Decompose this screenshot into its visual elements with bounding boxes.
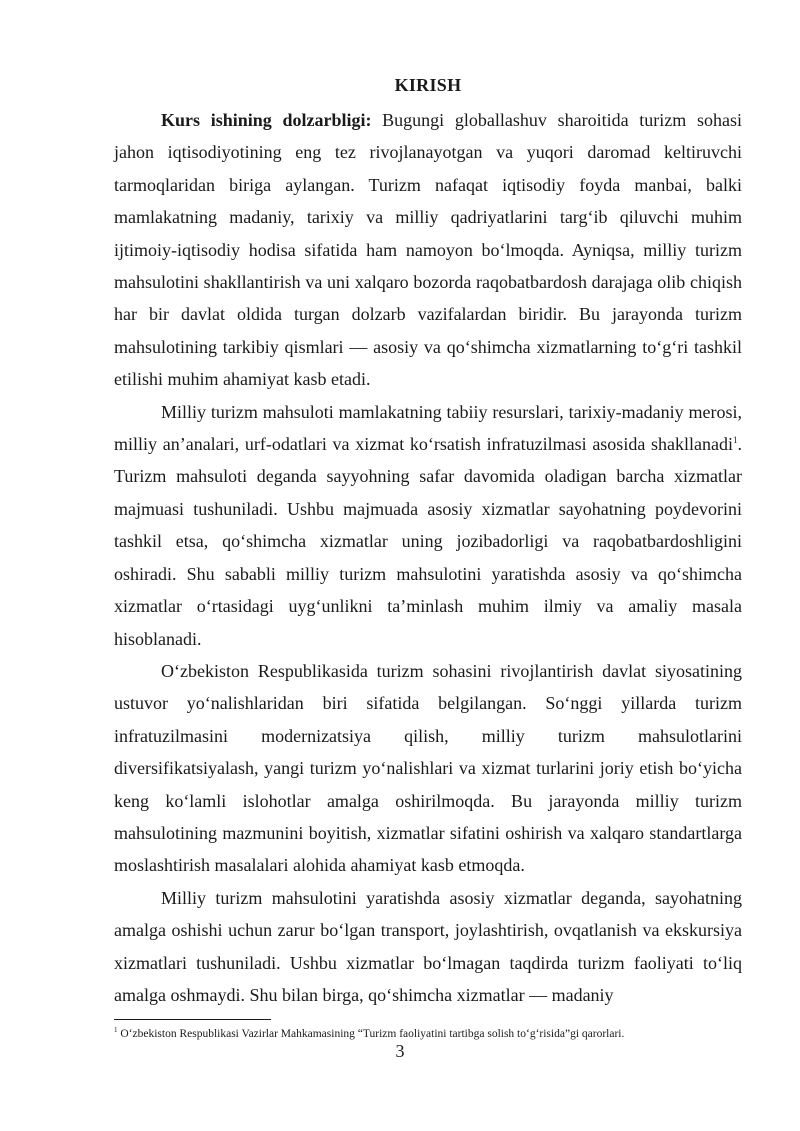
paragraph-text: Milliy turizm mahsulotini yaratishda asosiy xizmatlar deganda, sayohatning amalga oshishi uchun zarur bo‘lgan transport, joylashtirish, ovqatlanish va ekskursiya xizmatlari tushuniladi. Ushbu xizmatlar bo‘lmagan taqdirda turizm faoliyati to‘liq amalga oshmaydi. Shu bilan birga, qo‘shimcha xizmatlar — madaniy <box>114 887 742 1005</box>
paragraph-text: Bugungi globallashuv sharoitida turizm sohasi jahon iqtisodiyotining eng tez rivojlanayotgan va yuqori daromad keltiruvchi tarmoqlaridan biriga aylangan. Turizm nafaqat iqtisodiy foyda manbai, balki mamlakatning madaniy, tarixiy va milliy qadriyatlarini targ‘ib qiluvchi muhim ijtimoiy-iqtisodiy hodisa sifatida ham namoyon bo‘lmoqda. Ayniqsa, milliy turizm mahsulotini shakllantirish va uni xalqaro bozorda raqobatbardosh darajaga olib chiqish har bir davlat oldida turgan dolzarb vazifalardan biridir. Bu jarayonda turizm mahsulotining tarkibiy qismlari — asosiy va qo‘shimcha xizmatlarning to‘g‘ri tashkil etilishi muhim ahamiyat kasb etadi. <box>114 110 742 390</box>
footnote-text: O‘zbekiston Respublikasi Vazirlar Mahkamasining “Turizm faoliyatini tartibga solish to‘g‘risida”gi qarorlari. <box>117 1028 625 1040</box>
paragraph-relevance <box>114 104 742 396</box>
paragraph-text: O‘zbekiston Respublikasida turizm sohasini rivojlantirish davlat siyosatining ustuvor yo‘nalishlaridan biri sifatida belgilangan. So‘nggi yillarda turizm infratuzilmasini modernizatsiya qilish, milliy turizm mahsulotlarini diversifikatsiyalash, yangi turizm yo‘nalishlari va xizmat turlarini joriy etish bo‘yicha keng ko‘lamli islohotlar amalga oshirilmoqda. Bu jarayonda milliy turizm mahsulotining mazmunini boyitish, xizmatlar sifatini oshirish va xalqaro standartlarga moslashtirish masalalari alohida ahamiyat kasb etmoqda. <box>114 660 742 876</box>
page-body <box>114 75 742 1011</box>
paragraph-text: Milliy turizm mahsuloti mamlakatning tabiiy resurslari, tarixiy-madaniy merosi, milliy an’analari, urf-odatlari va xizmat ko‘rsatish infratuzilmasi asosida shakllanadi <box>114 401 742 455</box>
footnote-reference[interactable]: 1 <box>733 435 738 446</box>
page-number: 3 <box>395 1041 405 1061</box>
paragraph-basic-services <box>114 882 742 1012</box>
paragraph-uzbekistan <box>114 655 742 882</box>
footnote-divider <box>114 1019 271 1020</box>
footnote <box>114 1027 754 1041</box>
footnote-mark: 1 <box>114 1026 118 1035</box>
paragraph-lead: Kurs ishining dolzarbligi: <box>161 110 372 130</box>
page-title: KIRISH <box>394 75 462 95</box>
paragraph-text: . Turizm mahsuloti deganda sayyohning safar davomida oladigan barcha xizmatlar majmuasi tushuniladi. Ushbu majmuada asosiy xizmatlar sayohatning poydevorini tashkil etsa, qo‘shimcha xizmatlar uning jozibadorligi va raqobatbardoshligini oshiradi. Shu sababli milliy turizm mahsulotini yaratishda asosiy va qo‘shimcha xizmatlar o‘rtasidagi uyg‘unlikni ta’minlash muhim ilmiy va amaliy masala hisoblanadi. <box>114 434 742 649</box>
paragraph-national-product <box>114 396 742 655</box>
